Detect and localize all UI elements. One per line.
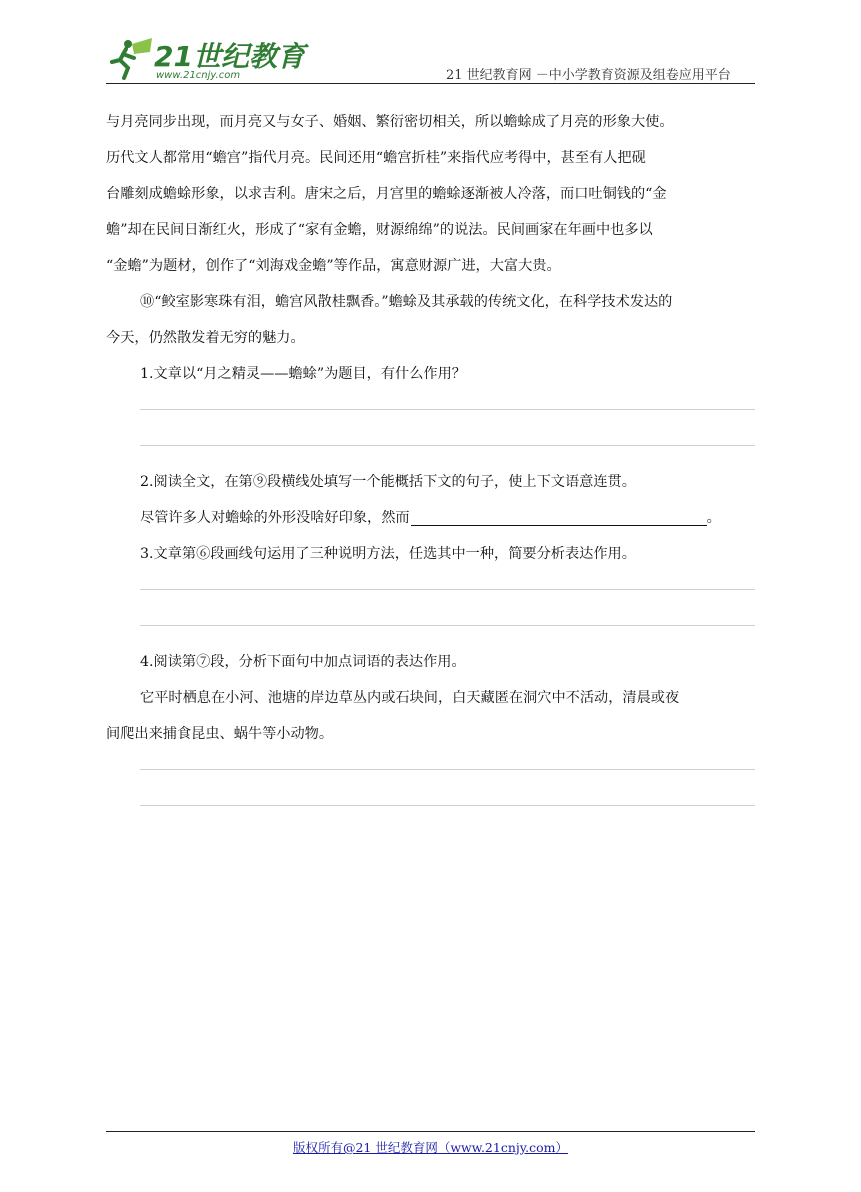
question-2-stem: [106, 500, 755, 536]
paragraph-line: 台雕刻成蟾蜍形象，以求吉利。唐宋之后，月宫里的蟾蜍逐渐被人冷落，而口吐铜钱的“金: [106, 186, 667, 202]
paragraph-line: ⑩“鲛室影寒珠有泪，蟾宫风散桂飘香。”蟾蜍及其承载的传统文化，在科学技术发达的: [140, 294, 673, 310]
answer-line[interactable]: [106, 788, 755, 824]
stem-text: 尽管许多人对蟾蜍的外形没啥好印象，然而: [140, 510, 410, 526]
paragraph-line: 历代文人都常用“蟾宫”指代月亮。民间还用“蟾宫折桂”来指代应考得中，甚至有人把砚: [106, 150, 646, 166]
question-3: 3.文章第⑥段画线句运用了三种说明方法，任选其中一种，简要分析表达作用。: [140, 546, 636, 562]
runner-logo-icon: [106, 32, 346, 82]
paragraph-line: 蟾”却在民间日渐红火，形成了“家有金蟾，财源绵绵”的说法。民间画家在年画中也多以: [106, 222, 653, 238]
question-2: 2.阅读全文，在第⑨段横线处填写一个能概括下文的句子，使上下文语意连贯。: [140, 474, 636, 490]
answer-line[interactable]: [106, 428, 755, 464]
platform-text: 21 世纪教育网 －中小学教育资源及组卷应用平台: [446, 68, 731, 83]
sentence-start: 它: [140, 690, 155, 706]
quoted-sentence-line: 间爬出来捕食昆虫、蜗牛等小动物。: [106, 726, 334, 742]
answer-line[interactable]: [106, 608, 755, 644]
sentence-rest: 栖息在小河、池塘的岸边草丛内或石块间，白天藏匿在洞穴中不活动，清晨或夜: [182, 690, 680, 706]
footer-divider: [106, 1131, 755, 1132]
document-body: [106, 104, 755, 824]
stem-end: 。: [706, 510, 721, 526]
answer-line[interactable]: [106, 752, 755, 788]
logo-url: www.21cnjy.com: [156, 70, 241, 81]
logo-text: 21世纪教育: [154, 40, 305, 73]
answer-line[interactable]: [106, 392, 755, 428]
question-4: 4.阅读第⑦段，分析下面句中加点词语的表达作用。: [140, 654, 466, 670]
paragraph-line: 今天，仍然散发着无穷的魅力。: [106, 330, 305, 346]
question-1: 1.文章以“月之精灵——蟾蜍”为题目，有什么作用？: [140, 366, 466, 382]
copyright-link[interactable]: 版权所有@21 世纪教育网（www.21cnjy.com）: [292, 1140, 569, 1155]
header-divider: [106, 83, 755, 84]
blank-fill-line[interactable]: [411, 505, 707, 526]
paragraph-line: “金蟾”为题材，创作了“刘海戏金蟾”等作品，寓意财源广进，大富大贵。: [106, 258, 561, 274]
dotted-char: 平: [154, 680, 168, 716]
dotted-char: 时: [168, 680, 182, 716]
paragraph-line: 与月亮同步出现，而月亮又与女子、婚姻、繁衍密切相关，所以蟾蜍成了月亮的形象大使。: [106, 114, 674, 130]
site-logo[interactable]: [106, 32, 346, 82]
answer-line[interactable]: [106, 572, 755, 608]
quoted-sentence-line: [106, 680, 755, 716]
